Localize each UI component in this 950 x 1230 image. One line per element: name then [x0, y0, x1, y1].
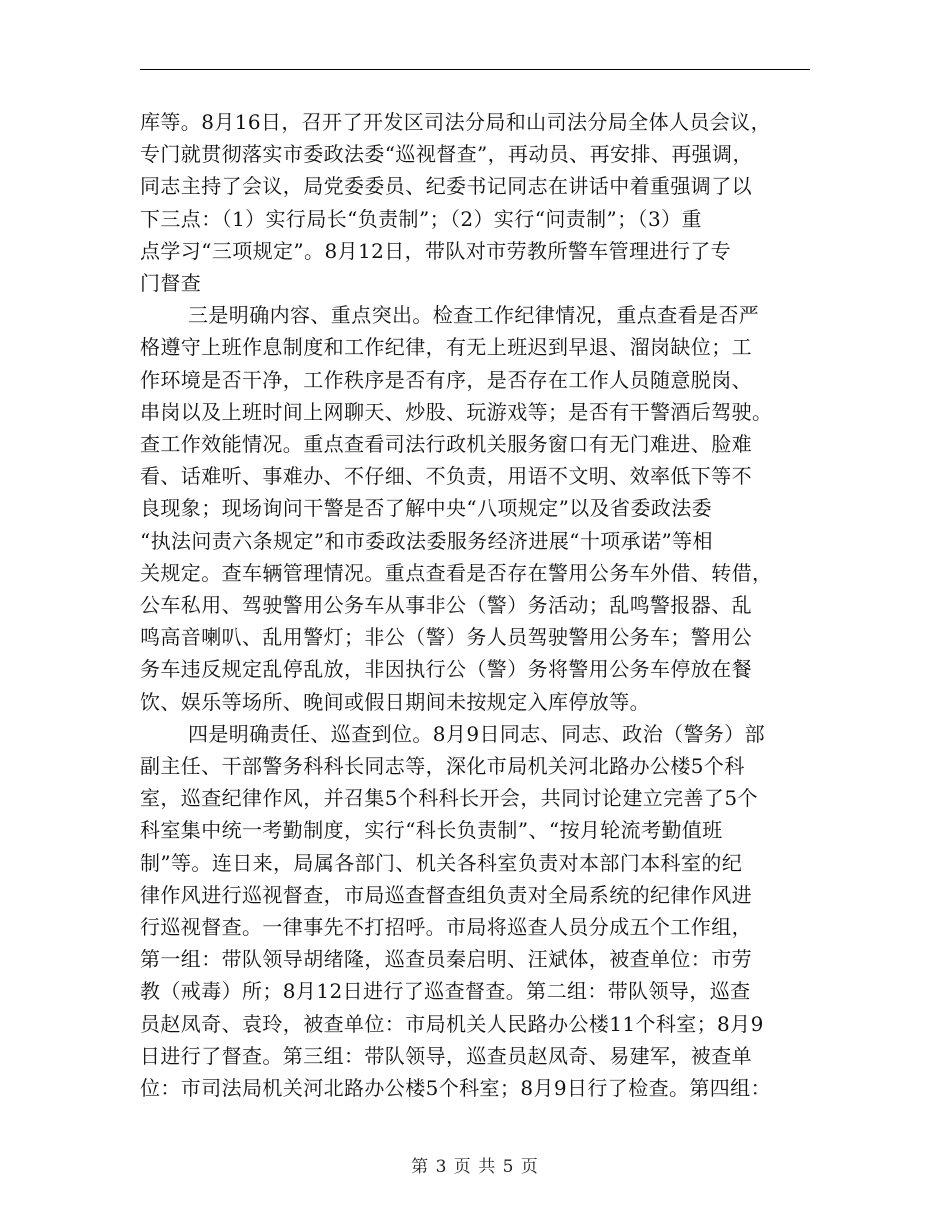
- text-line: 位：市司法局机关河北路办公楼5个科室；8月9日行了检查。第四组：: [140, 1076, 771, 1101]
- text-line: 门督查: [140, 271, 202, 296]
- text-line: 点学习“三项规定”。8月12日，带队对市劳教所警车管理进行了专: [140, 238, 732, 263]
- text-line: 良现象；现场询问干警是否了解中央“八项规定”以及省委政法委: [140, 496, 713, 521]
- text-line: 科室集中统一考勤制度，实行“科长负责制”、“按月轮流考勤值班: [140, 818, 723, 843]
- text-line: 教（戒毒）所；8月12日进行了巡查督查。第二组：带队领导，巡查: [140, 979, 751, 1004]
- page-number-footer: 第 3 页 共 5 页: [411, 1157, 539, 1177]
- header-rule: [140, 69, 810, 70]
- text-line: 关规定。查车辆管理情况。重点查看是否存在警用公务车外借、转借，: [140, 560, 773, 585]
- text-line: 第一组：带队领导胡绪隆，巡查员秦启明、汪斌体，被查单位：市劳: [140, 947, 752, 972]
- text-line: 专门就贯彻落实市委政法委“巡视督查”，再动员、再安排、再强调，: [140, 142, 753, 167]
- text-line: 行巡视督查。一律事先不打招呼。市局将巡查人员分成五个工作组，: [140, 915, 752, 940]
- text-line: 库等。8月16日，召开了开发区司法分局和山司法分局全体人员会议，: [140, 110, 771, 134]
- text-line: 四是明确责任、巡查到位。8月9日同志、同志、政治（警务）部: [188, 721, 766, 746]
- text-line: 公车私用、驾驶警用公务车从事非公（警）务活动；乱鸣警报器、乱: [140, 593, 752, 618]
- text-line: 员赵凤奇、袁玲，被查单位：市局机关人民路办公楼11个科室；8月9: [140, 1011, 764, 1036]
- paragraph: [140, 106, 810, 299]
- text-line: 查工作效能情况。重点查看司法行政机关服务窗口有无门难进、脸难: [140, 432, 752, 457]
- text-line: 室，巡查纪律作风，并召集5个科科长开会，共同讨论建立完善了5个: [140, 786, 758, 811]
- text-line: 看、话难听、事难办、不仔细、不负责，用语不文明、效率低下等不: [140, 464, 752, 489]
- text-line: 日进行了督查。第三组：带队领导，巡查员赵凤奇、易建军，被查单: [140, 1043, 752, 1068]
- text-line: 同志主持了会议，局党委委员、纪委书记同志在讲话中着重强调了以: [140, 174, 752, 199]
- text-line: 串岗以及上班时间上网聊天、炒股、玩游戏等；是否有干警酒后驾驶。: [140, 399, 773, 424]
- text-line: 副主任、干部警务科科长同志等，深化市局机关河北路办公楼5个科: [140, 754, 745, 779]
- paragraph: [140, 299, 810, 718]
- document-body: [140, 106, 810, 1104]
- text-line: 三是明确内容、重点突出。检查工作纪律情况，重点查看是否严: [188, 303, 760, 328]
- text-line: 作环境是否干净，工作秩序是否有序，是否存在工作人员随意脱岗、: [140, 367, 752, 392]
- text-line: 格遵守上班作息制度和工作纪律，有无上班迟到早退、溜岗缺位；工: [140, 335, 752, 360]
- text-line: “执法问责六条规定”和市委政法委服务经济进展“十项承诺”等相: [140, 528, 713, 553]
- text-line: 律作风进行巡视督查，市局巡查督查组负责对全局系统的纪律作风进: [140, 882, 752, 907]
- text-line: 鸣高音喇叭、乱用警灯；非公（警）务人员驾驶警用公务车；警用公: [140, 625, 752, 650]
- text-line: 饮、娱乐等场所、晚间或假日期间未按规定入库停放等。: [140, 689, 650, 714]
- paragraph: [140, 718, 810, 1104]
- text-line: 下三点：（1）实行局长“负责制”；（2）实行“问责制”；（3）重: [140, 206, 702, 231]
- text-line: 制”等。连日来，局属各部门、机关各科室负责对本部门本科室的纪: [140, 850, 743, 875]
- text-line: 务车违反规定乱停乱放，非因执行公（警）务将警用公务车停放在餐: [140, 657, 752, 682]
